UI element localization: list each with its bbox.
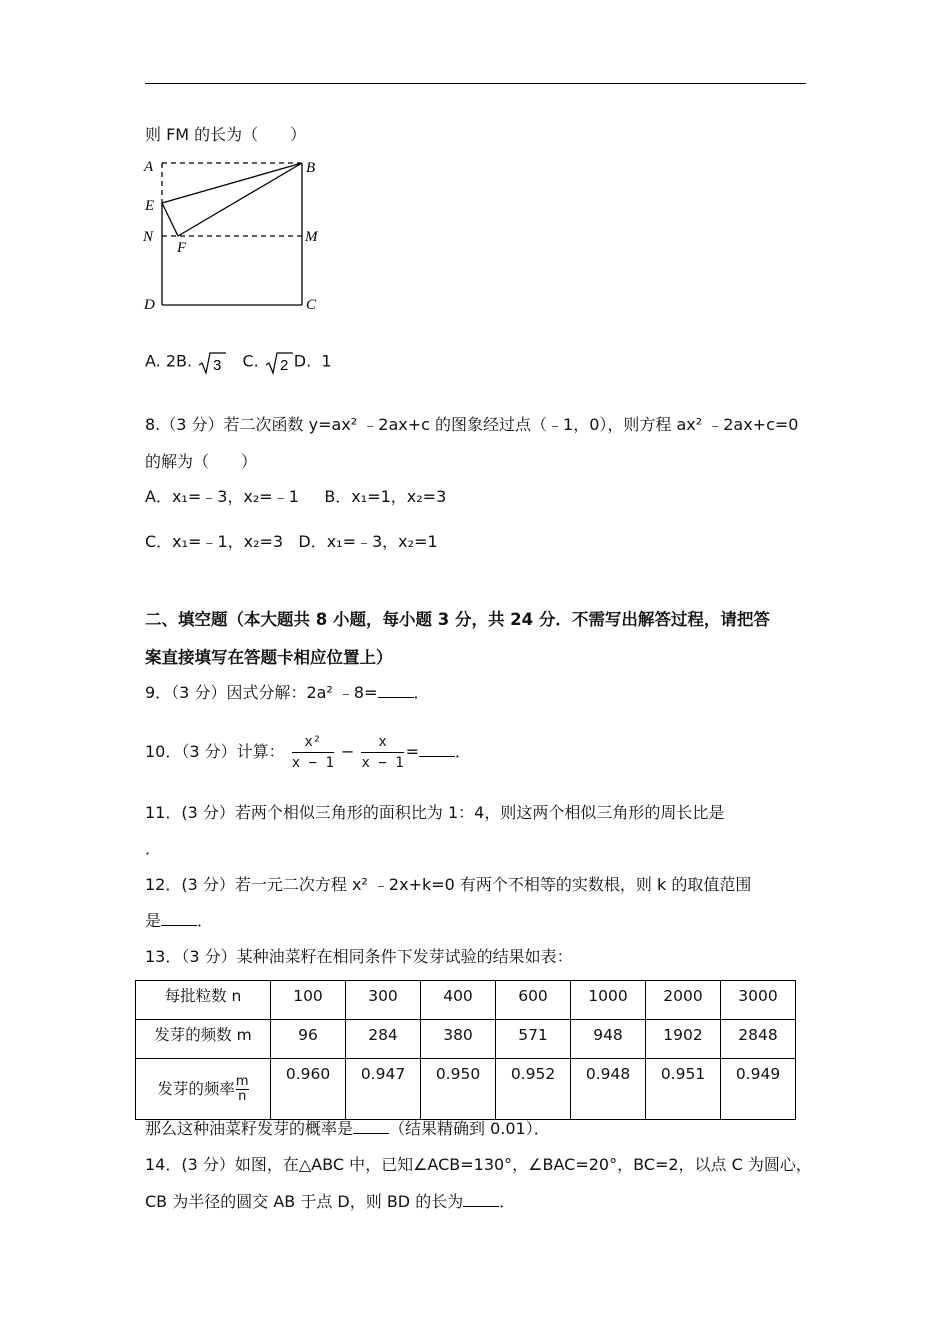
q12-line2: 是 ．	[145, 911, 214, 930]
section2-heading-line1: 二、填空题（本大题共 8 小题，每小题 3 分，共 24 分．不需写出解答过程，请把答	[145, 610, 770, 629]
row-header: 发芽的频数 m	[136, 1020, 271, 1059]
answer-blank	[419, 742, 455, 757]
answer-blank	[463, 1192, 499, 1207]
label-E: E	[145, 198, 155, 214]
q7-options: A. 2B. 3 C. 2 D. 1	[145, 351, 332, 374]
q7-option-d: D.	[293, 351, 312, 371]
q7-option-b: B.	[176, 351, 193, 371]
q8-option-d: D．x₁=﹣3，x₂=1	[298, 532, 438, 551]
q13-text: 13．（3 分）某种油菜籽在相同条件下发芽试验的结果如表：	[145, 947, 573, 966]
q8-line2: 的解为（ ）	[145, 452, 258, 471]
label-D: D	[144, 297, 155, 313]
q8-option-b: B．x₁=1，x₂=3	[324, 487, 447, 506]
q8-line1: 8.（3 分）若二次函数 y=ax² ﹣2ax+c 的图象经过点（﹣1，0），则方程 ax² ﹣2ax+c=0	[145, 415, 799, 434]
q7-option-a: A. 2	[145, 351, 177, 371]
fraction-1: $\frac{\text{x²}}{x - 1}$	[291, 734, 334, 771]
answer-blank	[353, 1119, 389, 1134]
sqrt-3	[197, 350, 227, 374]
svg-text:2: 2	[279, 357, 289, 374]
q14-line1: 14．(3 分）如图，在△ABC 中，已知∠ACB=130°，∠BAC=20°，BC=2，以点 C 为圆心，	[145, 1155, 812, 1174]
answer-blank	[378, 683, 414, 698]
label-B: B	[306, 160, 316, 176]
row-header: 每批粒数 n	[136, 981, 271, 1020]
sqrt-2	[264, 350, 294, 374]
q8-options-ab	[145, 486, 446, 508]
label-N: N	[143, 229, 154, 245]
table-row: 每批粒数 n 100 300 400 600 1000 2000 3000	[136, 981, 796, 1020]
q13-after: 那么这种油菜籽发芽的概率是 （结果精确到 0.01）．	[145, 1119, 550, 1138]
row-header: 发芽的频率 $\frac{m}{n}$	[136, 1059, 271, 1120]
section2-heading-line2: 案直接填写在答题卡相应位置上）	[145, 648, 393, 667]
answer-blank	[161, 911, 197, 926]
q10: 10．（3 分）计算： $\frac{\text{x²}}{x - 1}$ − $\frac{x}{x - 1}$ = ．	[145, 734, 472, 771]
q8-option-a: A．x₁=﹣3，x₂=﹣1	[145, 487, 299, 506]
q9: 9．（3 分）因式分解：2a² ﹣8= ．	[145, 683, 430, 702]
table-row: 发芽的频数 m 96 284 380 571 948 1902 2848	[136, 1020, 796, 1059]
q14-line2: CB 为半径的圆交 AB 于点 D，则 BD 的长为 ．	[145, 1192, 516, 1211]
header-rule	[145, 83, 806, 84]
label-A: A	[144, 159, 154, 175]
m-over-n: $\frac{m}{n}$	[235, 1073, 249, 1104]
svg-text:3: 3	[213, 357, 222, 374]
label-F: F	[177, 240, 187, 256]
q11-line2: ．	[145, 839, 162, 858]
fraction-2: $\frac{x}{x - 1}$	[361, 734, 404, 771]
q7-option-c: C.	[242, 351, 259, 371]
table-row: 发芽的频率 $\frac{m}{n}$ 0.960 0.947 0.950 0.952 0.948 0.951 0.949	[136, 1059, 796, 1120]
germination-table	[135, 980, 796, 1120]
q12-line1: 12．(3 分）若一元二次方程 x² ﹣2x+k=0 有两个不相等的实数根，则 k 的取值范围	[145, 875, 752, 894]
q8-option-c: C．x₁=﹣1，x₂=3	[145, 532, 284, 551]
q11-line1: 11．(3 分）若两个相似三角形的面积比为 1：4，则这两个相似三角形的周长比是	[145, 803, 725, 822]
q7-tail: 则 FM 的长为（ ）	[145, 125, 307, 144]
label-M: M	[305, 229, 318, 245]
q8-options-cd	[145, 531, 438, 553]
q7-figure	[140, 152, 330, 317]
label-C: C	[306, 297, 317, 313]
